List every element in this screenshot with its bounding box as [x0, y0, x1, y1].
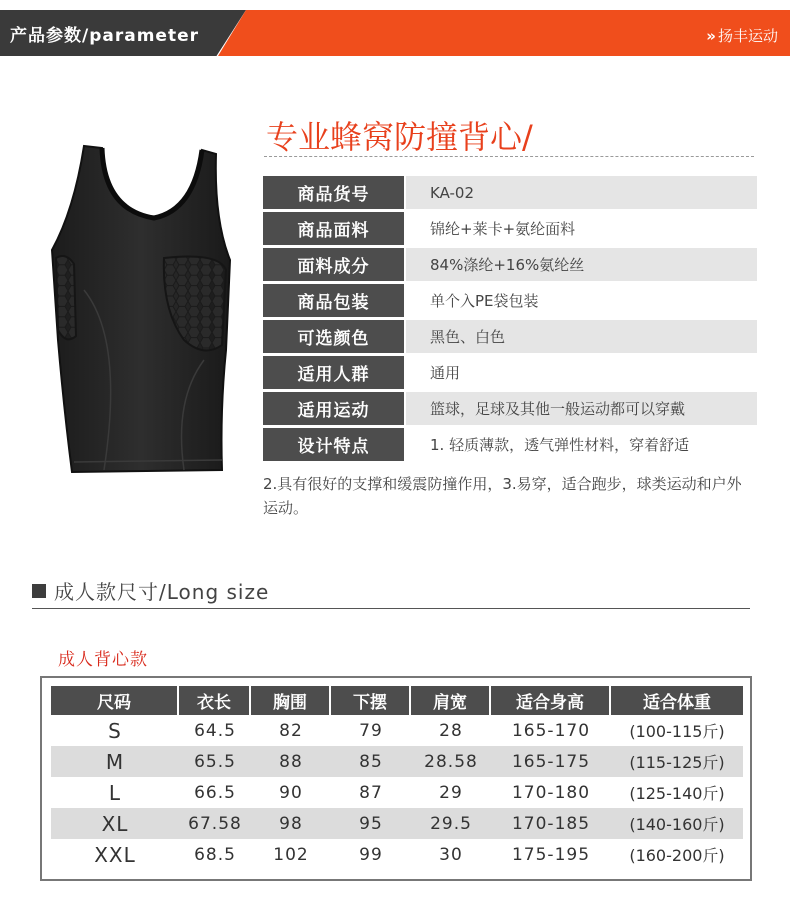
- column-header: 适合身高: [491, 686, 611, 715]
- chest-cell: 88: [251, 746, 331, 777]
- spec-key: 面料成分: [263, 248, 404, 281]
- table-row: [51, 808, 743, 839]
- spec-value: 黑色、白色: [406, 320, 757, 353]
- hem-cell: 79: [359, 720, 383, 741]
- size-table-frame: [40, 676, 752, 881]
- column-header: 胸围: [251, 686, 331, 715]
- spec-key: 商品货号: [263, 176, 404, 209]
- header-accent-band: [218, 10, 790, 56]
- weight-cell: (140-160斤): [611, 808, 743, 839]
- spec-row: [263, 356, 757, 389]
- spec-value: 单个入PE袋包装: [406, 284, 757, 317]
- length-cell: 68.5: [194, 844, 236, 865]
- spec-key: 可选颜色: [263, 320, 404, 353]
- size-cell: L: [108, 780, 122, 805]
- height-cell: 165-175: [491, 746, 611, 777]
- spec-value: 1. 轻质薄款，透气弹性材料，穿着舒适: [406, 428, 757, 461]
- weight-cell: (160-200斤): [629, 846, 725, 865]
- chest-cell: 82: [279, 720, 303, 741]
- height-cell: 165-170: [511, 720, 591, 741]
- shoulder-cell: 28: [439, 720, 463, 741]
- shoulder-cell: 28.58: [411, 746, 491, 777]
- height-cell: 170-185: [491, 808, 611, 839]
- size-section-title: 成人款尺寸/Long size: [54, 580, 270, 604]
- size-table-header-row: [51, 686, 743, 715]
- chest-cell: 102: [273, 844, 309, 865]
- weight-cell: (125-140斤): [629, 784, 725, 803]
- shoulder-cell: 29: [439, 782, 463, 803]
- spec-row: [263, 248, 757, 281]
- spec-row: [263, 428, 757, 461]
- hem-cell: 87: [359, 782, 383, 803]
- section-divider: [32, 608, 750, 609]
- height-cell: 175-195: [511, 844, 591, 865]
- spec-row: [263, 176, 757, 209]
- spec-value: 通用: [406, 356, 757, 389]
- header-title: 产品参数/parameter: [10, 26, 199, 46]
- spec-key: 适用人群: [263, 356, 404, 389]
- header-banner: [0, 10, 790, 56]
- chest-cell: 90: [279, 782, 303, 803]
- size-cell: M: [51, 746, 179, 777]
- spec-row: [263, 392, 757, 425]
- spec-key: 设计特点: [263, 428, 404, 461]
- brand-link[interactable]: [706, 25, 778, 46]
- product-title: 专业蜂窝防撞背心/: [266, 118, 533, 156]
- column-header: 衣长: [179, 686, 251, 715]
- title-divider: [264, 156, 754, 157]
- height-cell: 170-180: [511, 782, 591, 803]
- chest-cell: 98: [251, 808, 331, 839]
- column-header: 下摆: [331, 686, 411, 715]
- spec-value: KA-02: [406, 176, 757, 209]
- spec-key: 适用运动: [263, 392, 404, 425]
- spec-row: [263, 320, 757, 353]
- weight-cell: (115-125斤): [611, 746, 743, 777]
- spec-value: 84%涤纶+16%氨纶丝: [406, 248, 757, 281]
- length-cell: 64.5: [194, 720, 236, 741]
- hem-cell: 95: [331, 808, 411, 839]
- spec-table: [263, 176, 757, 464]
- length-cell: 66.5: [194, 782, 236, 803]
- shoulder-cell: 29.5: [411, 808, 491, 839]
- size-table: [51, 686, 743, 870]
- column-header: 适合体重: [611, 686, 743, 715]
- length-cell: 65.5: [179, 746, 251, 777]
- size-cell: XL: [51, 808, 179, 839]
- product-image-vest: [44, 140, 234, 480]
- spec-key: 商品面料: [263, 212, 404, 245]
- size-cell: XXL: [94, 842, 136, 867]
- column-header: 肩宽: [411, 686, 491, 715]
- spec-key: 商品包装: [263, 284, 404, 317]
- spec-row: [263, 212, 757, 245]
- weight-cell: (100-115斤): [629, 722, 725, 741]
- size-section-heading: [32, 576, 269, 605]
- table-row: [51, 777, 743, 808]
- square-bullet-icon: [32, 584, 46, 598]
- shoulder-cell: 30: [439, 844, 463, 865]
- hem-cell: 99: [359, 844, 383, 865]
- product-description: 2.具有很好的支撑和缓震防撞作用，3.易穿，适合跑步，球类运动和户外运动。: [263, 475, 742, 517]
- size-cell: S: [108, 718, 122, 743]
- length-cell: 67.58: [179, 808, 251, 839]
- table-row: [51, 715, 743, 746]
- spec-value: 锦纶+莱卡+氨纶面料: [406, 212, 757, 245]
- size-table-subtitle: 成人背心款: [58, 650, 148, 670]
- spec-value: 篮球，足球及其他一般运动都可以穿戴: [406, 392, 757, 425]
- hem-cell: 85: [331, 746, 411, 777]
- column-header: 尺码: [51, 686, 179, 715]
- table-row: [51, 839, 743, 870]
- table-row: [51, 746, 743, 777]
- spec-row: [263, 284, 757, 317]
- double-chevron-right-icon: »: [706, 27, 716, 45]
- brand-name: 扬丰运动: [717, 27, 778, 45]
